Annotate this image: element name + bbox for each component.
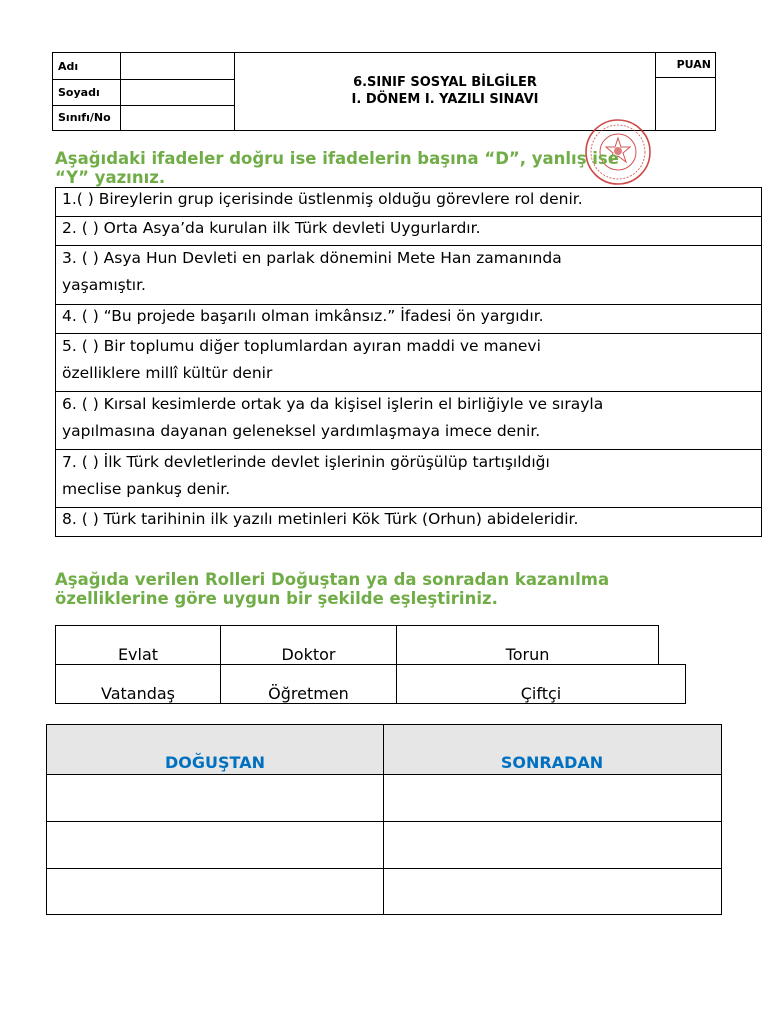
- surname-field[interactable]: [121, 79, 235, 105]
- word-box-vatandas[interactable]: [55, 664, 221, 704]
- instruction-line-2: “Y” yazınız.: [55, 168, 166, 187]
- score-label: PUAN: [656, 53, 715, 78]
- word-box-ogretmen[interactable]: [220, 664, 397, 704]
- word-box-evlat[interactable]: [55, 625, 221, 665]
- instruction-line-2: özelliklerine göre uygun bir şekilde eşleştiriniz.: [55, 589, 498, 608]
- surname-label: Soyadı: [53, 79, 121, 105]
- word-box-torun[interactable]: [396, 625, 659, 665]
- true-false-instruction: [55, 149, 755, 187]
- name-label: Adı: [53, 53, 121, 79]
- class-number-row: [53, 105, 235, 130]
- statement-text: 2. ( ) Orta Asya’da kurulan ilk Türk devleti Uygurlardır.: [62, 219, 481, 237]
- instruction-line-1: Aşağıda verilen Rolleri Doğuştan ya da sonradan kazanılma: [55, 570, 610, 589]
- word-box-doktor[interactable]: [220, 625, 397, 665]
- answer-cell-dogustan-3[interactable]: [47, 869, 383, 914]
- statement-8[interactable]: [56, 508, 761, 536]
- word-box-ciftci[interactable]: [396, 664, 686, 704]
- class-number-field[interactable]: [121, 105, 235, 130]
- exam-title-line-1: 6.SINIF SOSYAL BİLGİLER: [353, 75, 537, 90]
- answer-cell-dogustan-2[interactable]: [47, 822, 383, 868]
- statement-7[interactable]: [56, 450, 761, 508]
- name-row: [53, 53, 235, 79]
- statement-2[interactable]: [56, 217, 761, 246]
- instruction-line-1: Aşağıdaki ifadeler doğru ise ifadelerin başına “D”, yanlış ise: [55, 149, 619, 168]
- exam-title-line-2: I. DÖNEM I. YAZILI SINAVI: [351, 92, 539, 107]
- statement-text: 6. ( ) Kırsal kesimlerde ortak ya da kişisel işlerin el birliğiyle ve sırayla: [62, 395, 604, 413]
- statement-6[interactable]: [56, 392, 761, 450]
- statement-text: 4. ( ) “Bu projede başarılı olman imkânsız.” İfadesi ön yargıdır.: [62, 307, 544, 325]
- statement-3[interactable]: [56, 246, 761, 305]
- word-label: Evlat: [117, 645, 159, 664]
- word-label: Çiftçi: [520, 684, 562, 703]
- answer-cell-sonradan-3[interactable]: [384, 869, 721, 914]
- statement-text-continued: yaşamıştır.: [62, 276, 146, 294]
- answer-cell-sonradan-2[interactable]: [384, 822, 721, 868]
- column-header-sonradan: SONRADAN: [383, 725, 721, 775]
- statement-text: 7. ( ) İlk Türk devletlerinde devlet işlerinin görüşülüp tartışıldığı: [62, 453, 550, 471]
- answer-cell-dogustan-1[interactable]: [47, 775, 383, 821]
- statement-5[interactable]: [56, 334, 761, 392]
- word-label: Doktor: [281, 645, 336, 664]
- statement-4[interactable]: [56, 305, 761, 334]
- statement-text-continued: özelliklere millî kültür denir: [62, 364, 273, 382]
- statement-text: 3. ( ) Asya Hun Devleti en parlak dönemini Mete Han zamanında: [62, 249, 562, 267]
- statement-text: 8. ( ) Türk tarihinin ilk yazılı metinleri Kök Türk (Orhun) abideleridir.: [62, 510, 579, 528]
- matching-answer-table: [46, 724, 722, 915]
- word-label: Öğretmen: [268, 684, 349, 703]
- statement-text: 1.( ) Bireylerin grup içerisinde üstlenmiş olduğu görevlere rol denir.: [62, 190, 583, 208]
- word-label: Torun: [505, 645, 550, 664]
- statement-text-continued: meclise pankuş denir.: [62, 480, 231, 498]
- score-field[interactable]: [656, 78, 715, 130]
- statement-1[interactable]: [56, 188, 761, 217]
- column-header-dogustan: DOĞUŞTAN: [47, 725, 383, 775]
- answer-cell-sonradan-1[interactable]: [384, 775, 721, 821]
- statement-text: 5. ( ) Bir toplumu diğer toplumlardan ayıran maddi ve manevi: [62, 337, 541, 355]
- score-box: [655, 53, 715, 130]
- name-field[interactable]: [121, 53, 235, 79]
- statement-text-continued: yapılmasına dayanan geleneksel yardımlaşmaya imece denir.: [62, 422, 541, 440]
- class-number-label: Sınıfı/No: [53, 105, 121, 130]
- word-label: Vatandaş: [100, 684, 176, 703]
- matching-instruction: [55, 570, 755, 608]
- true-false-statements-table: [55, 187, 762, 537]
- surname-row: [53, 79, 235, 105]
